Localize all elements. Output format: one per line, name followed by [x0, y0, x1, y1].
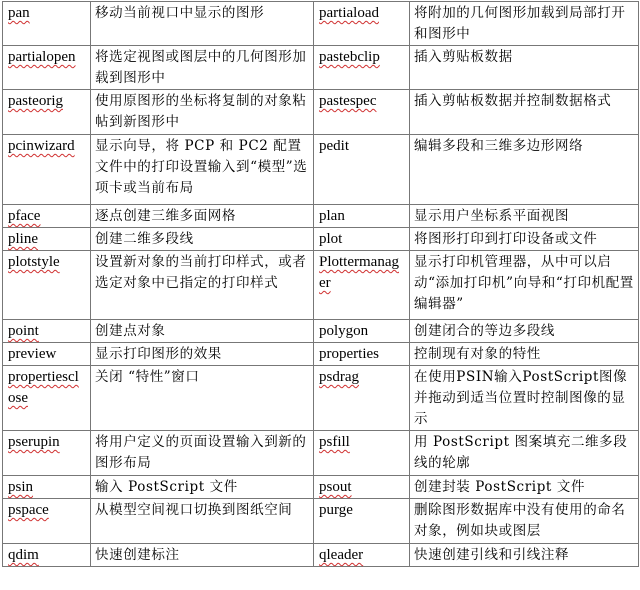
command-description: 将图形打印到打印设备或文件 — [410, 228, 639, 251]
command-name: psdrag — [314, 366, 410, 431]
table-row — [3, 366, 639, 431]
table-row — [3, 431, 639, 476]
command-description: 创建点对象 — [91, 320, 314, 343]
command-description: 将选定视图或图层中的几何图形加载到图形中 — [91, 46, 314, 90]
command-name: plot — [314, 228, 410, 251]
table-row — [3, 343, 639, 366]
table-row — [3, 544, 639, 567]
command-description: 创建闭合的等边多段线 — [410, 320, 639, 343]
command-name: pasteorig — [3, 90, 91, 135]
command-name: plotstyle — [3, 251, 91, 320]
command-description: 设置新对象的当前打印样式，或者选定对象中已指定的打印样式 — [91, 251, 314, 320]
command-description: 逐点创建三维多面网格 — [91, 205, 314, 228]
table-row — [3, 476, 639, 499]
command-description: 创建二维多段线 — [91, 228, 314, 251]
command-description: 使用原图形的坐标将复制的对象粘帖到新图形中 — [91, 90, 314, 135]
command-name: qleader — [314, 544, 410, 567]
command-description: 从模型空间视口切换到图纸空间 — [91, 499, 314, 544]
command-description: 移动当前视口中显示的图形 — [91, 2, 314, 46]
command-name: psin — [3, 476, 91, 499]
table-row — [3, 228, 639, 251]
table-row — [3, 251, 639, 320]
command-name: pan — [3, 2, 91, 46]
command-name: psout — [314, 476, 410, 499]
command-name: polygon — [314, 320, 410, 343]
command-description: 关闭 “特性”窗口 — [91, 366, 314, 431]
command-name: pline — [3, 228, 91, 251]
command-description: 输入 PostScript 文件 — [91, 476, 314, 499]
command-reference-table — [2, 1, 639, 567]
table-row — [3, 205, 639, 228]
table-row — [3, 2, 639, 46]
command-name: Plottermanager — [314, 251, 410, 320]
command-description: 用 PostScript 图案填充二维多段线的轮廓 — [410, 431, 639, 476]
table-row — [3, 320, 639, 343]
command-name: purge — [314, 499, 410, 544]
table-row — [3, 499, 639, 544]
command-name: pface — [3, 205, 91, 228]
command-description: 编辑多段和三维多边形网络 — [410, 135, 639, 205]
command-name: qdim — [3, 544, 91, 567]
command-description: 显示打印图形的效果 — [91, 343, 314, 366]
table-body — [3, 2, 639, 567]
command-description: 插入剪帖板数据并控制数据格式 — [410, 90, 639, 135]
command-description: 显示向导，将 PCP 和 PC2 配置文件中的打印设置输入到“模型”选项卡或当前布局 — [91, 135, 314, 205]
command-description: 显示用户坐标系平面视图 — [410, 205, 639, 228]
command-name: pedit — [314, 135, 410, 205]
table-row — [3, 135, 639, 205]
table-row — [3, 90, 639, 135]
command-description: 快速创建标注 — [91, 544, 314, 567]
command-description: 在使用PSIN输入PostScript图像并拖动到适当位置时控制图像的显示 — [410, 366, 639, 431]
command-description: 删除图形数据库中没有使用的命名对象，例如块或图层 — [410, 499, 639, 544]
command-name: pcinwizard — [3, 135, 91, 205]
command-description: 显示打印机管理器，从中可以启动“添加打印机”向导和“打印机配置编辑器” — [410, 251, 639, 320]
command-name: pserupin — [3, 431, 91, 476]
table-row — [3, 46, 639, 90]
command-name: partialopen — [3, 46, 91, 90]
command-name: properties — [314, 343, 410, 366]
command-description: 创建封装 PostScript 文件 — [410, 476, 639, 499]
command-name: pastespec — [314, 90, 410, 135]
command-description: 将用户定义的页面设置输入到新的图形布局 — [91, 431, 314, 476]
command-description: 插入剪贴板数据 — [410, 46, 639, 90]
command-name: partiaload — [314, 2, 410, 46]
command-name: plan — [314, 205, 410, 228]
command-name: psfill — [314, 431, 410, 476]
command-name: pspace — [3, 499, 91, 544]
command-name: propertiesclose — [3, 366, 91, 431]
command-description: 快速创建引线和引线注释 — [410, 544, 639, 567]
command-description: 控制现有对象的特性 — [410, 343, 639, 366]
command-name: preview — [3, 343, 91, 366]
command-name: pastebclip — [314, 46, 410, 90]
command-name: point — [3, 320, 91, 343]
command-description: 将附加的几何图形加载到局部打开和图形中 — [410, 2, 639, 46]
